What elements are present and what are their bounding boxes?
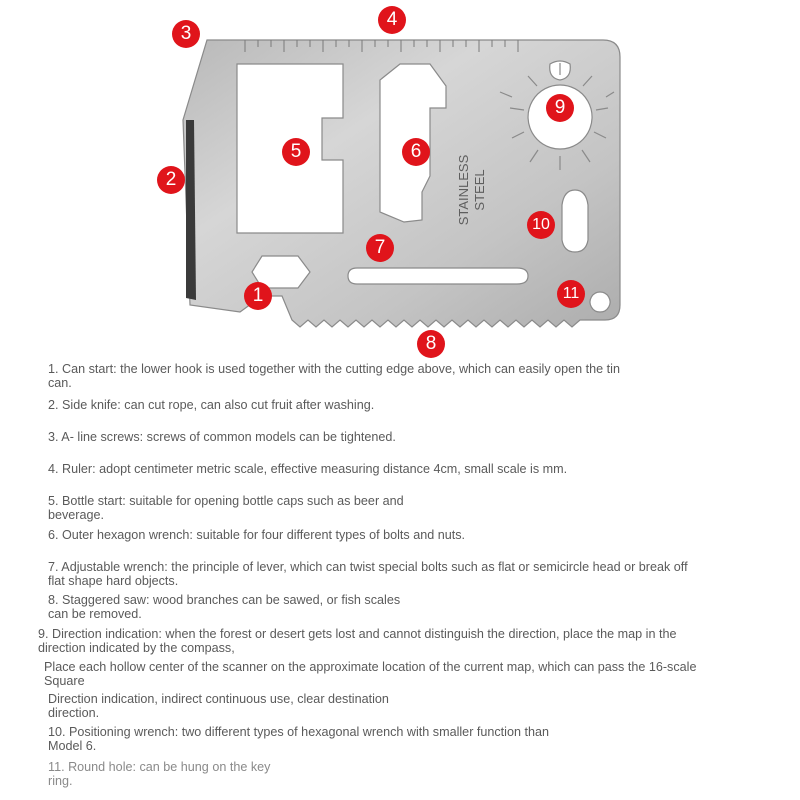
description-10: 10. Positioning wrench: two different types of hexagonal wrench with smaller function than Model 6. [48,725,550,753]
marker-1: 1 [244,282,272,310]
description-9-direction: Direction indication, indirect continuous use, clear destination direction. [48,692,389,720]
marker-4: 4 [378,6,406,34]
description-5: 5. Bottle start: suitable for opening bottle caps such as beer and beverage. [48,494,404,522]
marker-10: 10 [527,211,555,239]
marker-2: 2 [157,166,185,194]
marker-3: 3 [172,20,200,48]
marker-5: 5 [282,138,310,166]
description-3: 3. A- line screws: screws of common models can be tightened. [48,430,396,444]
description-6: 6. Outer hexagon wrench: suitable for four different types of bolts and nuts. [48,528,466,542]
description-1: 1. Can start: the lower hook is used together with the cutting edge above, which can easily open the tin can. [48,362,620,390]
engraving-line-2: STEEL [472,169,487,211]
marker-8: 8 [417,330,445,358]
description-4: 4. Ruler: adopt centimeter metric scale, effective measuring distance 4cm, small scale is mm. [48,462,568,476]
description-7: 7. Adjustable wrench: the principle of lever, which can twist special bolts such as flat or semicircle head or break off flat shape hard objects. [48,560,688,588]
description-9-continued: Place each hollow center of the scanner on the approximate location of the current map, which can pass the 16-scale Square [44,660,697,688]
survival-card-illustration [0,0,800,360]
marker-7: 7 [366,234,394,262]
description-9: 9. Direction indication: when the forest or desert gets lost and cannot distinguish the direction, place the map in the direction indicated by the compass, [38,627,677,655]
description-11: 11. Round hole: can be hung on the key ring. [48,760,271,788]
marker-6: 6 [402,138,430,166]
marker-9: 9 [546,94,574,122]
engraving-line-1: STAINLESS [456,154,471,226]
description-8: 8. Staggered saw: wood branches can be sawed, or fish scales can be removed. [48,593,401,621]
marker-11: 11 [557,280,585,308]
description-2: 2. Side knife: can cut rope, can also cut fruit after washing. [48,398,375,412]
